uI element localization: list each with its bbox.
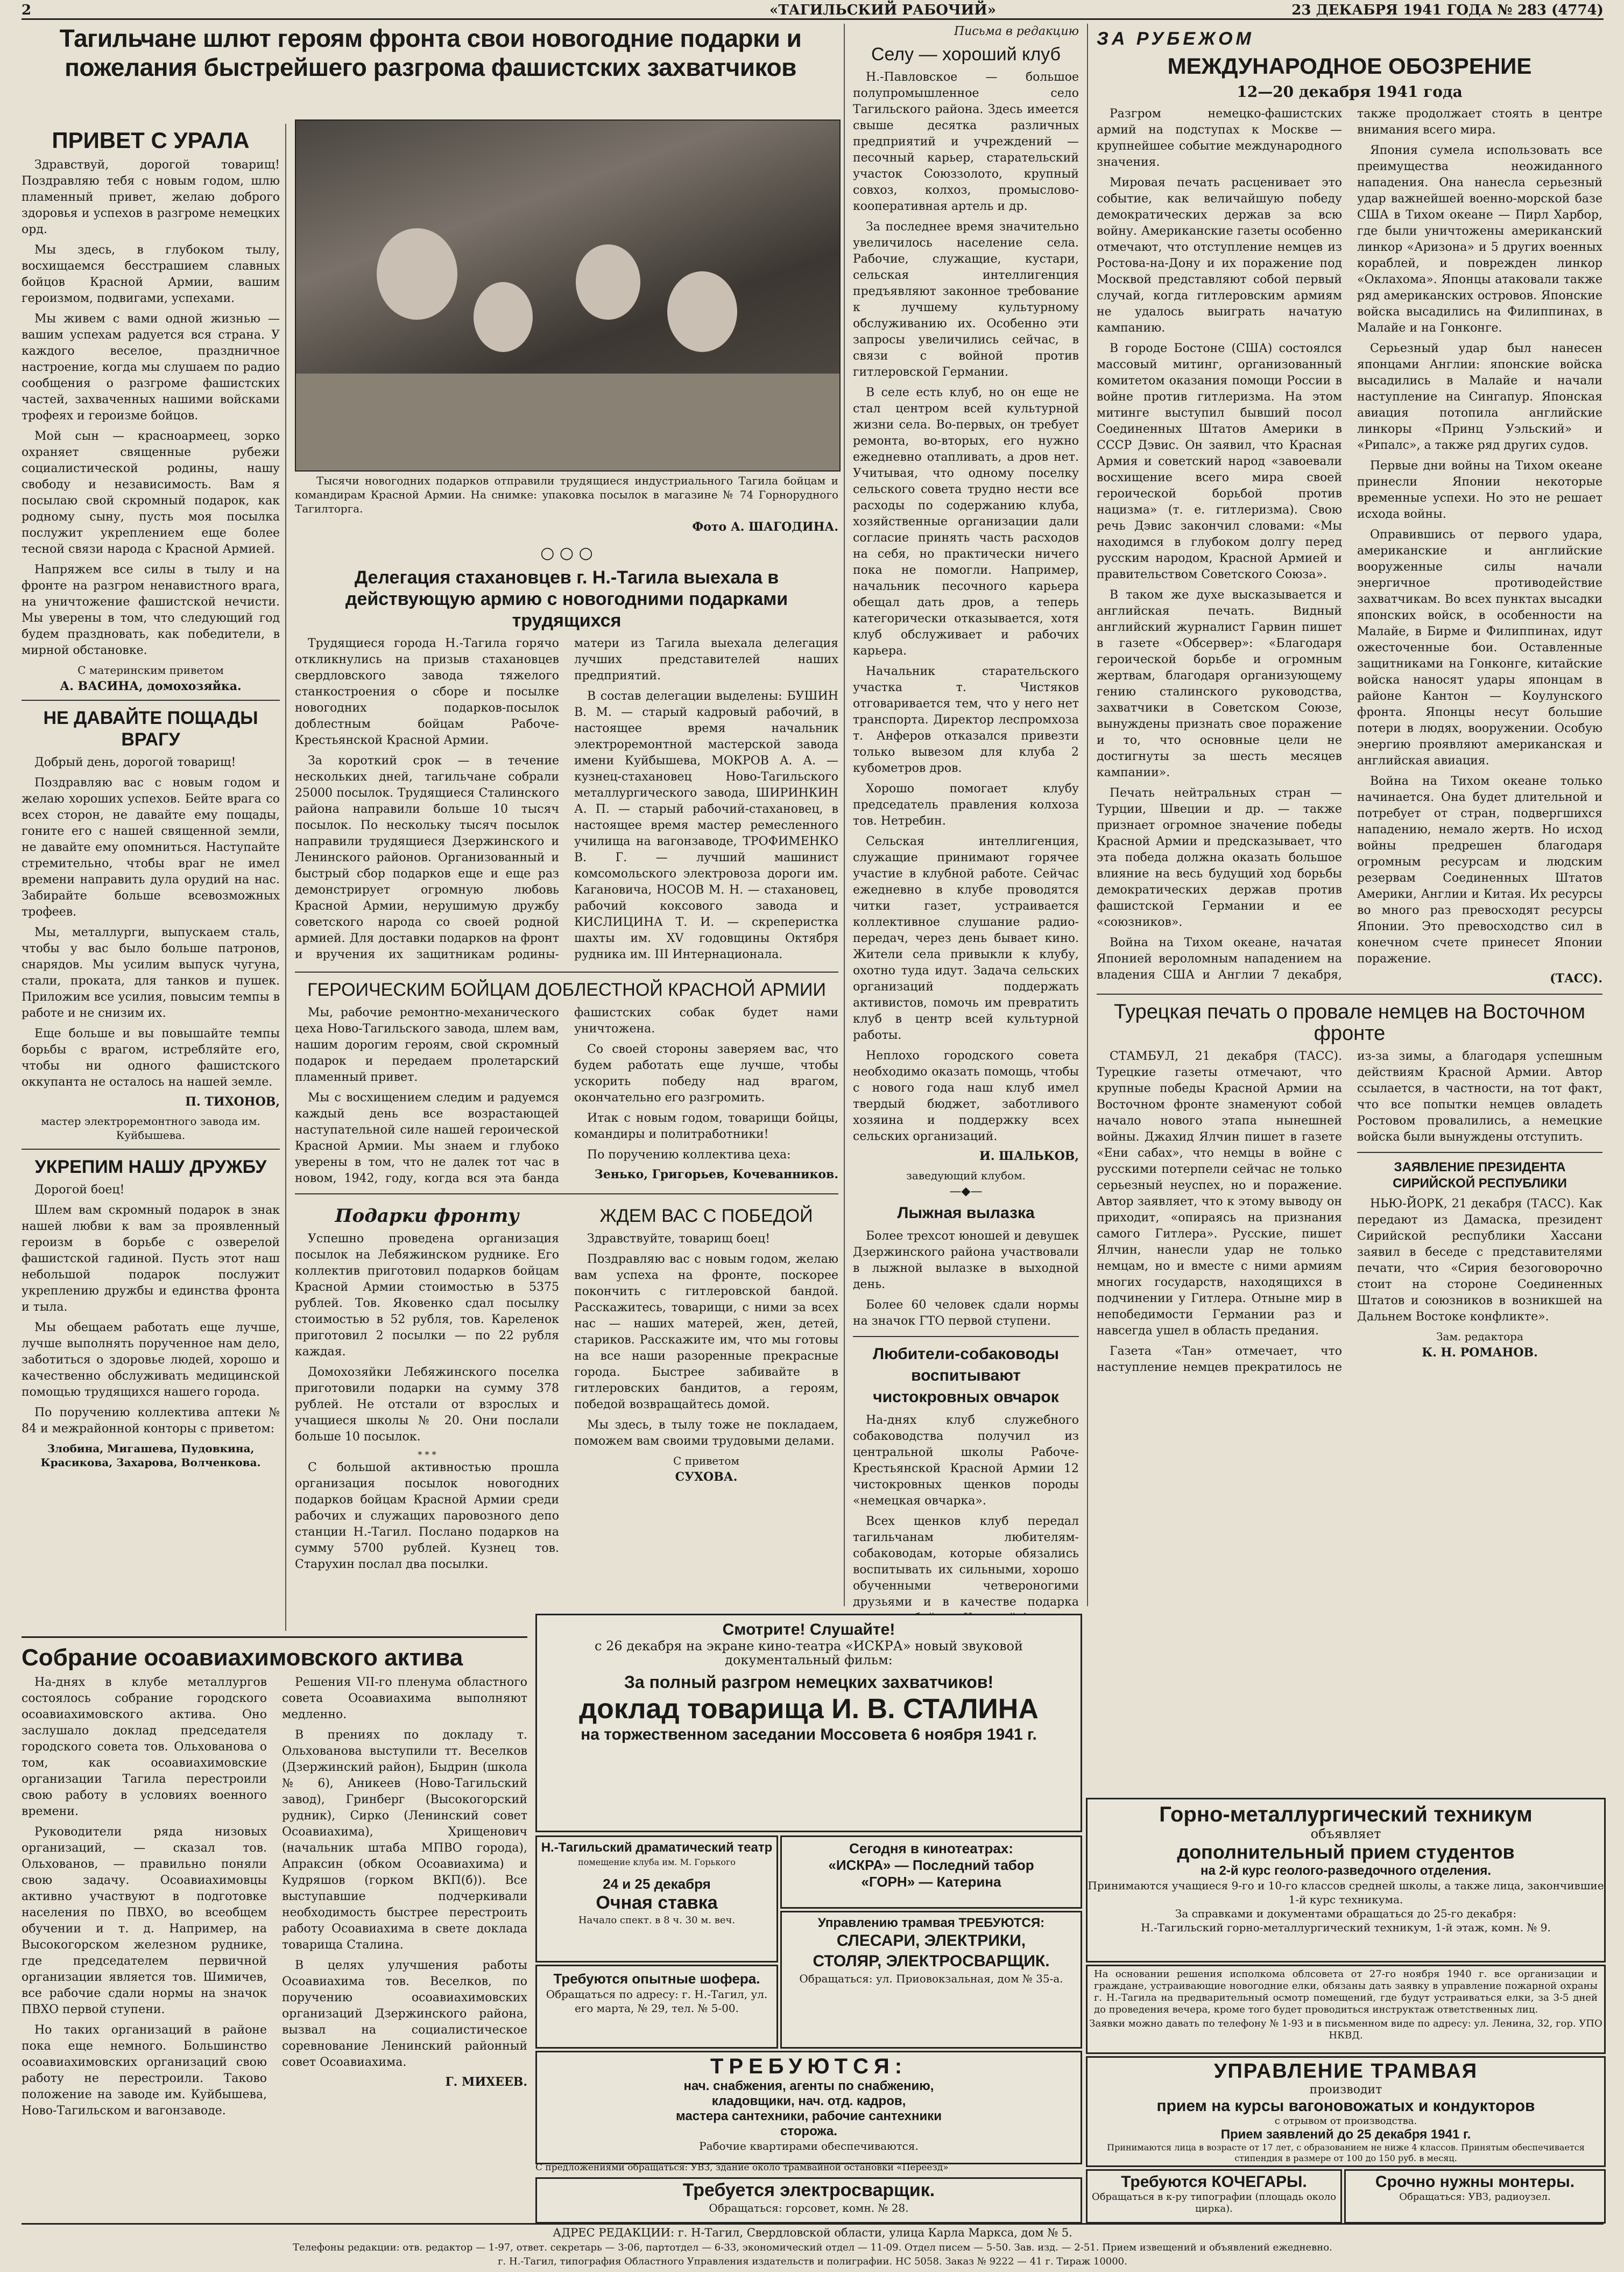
- delegation-text: [295, 636, 838, 965]
- ad-cinemas: [780, 1835, 1082, 1909]
- ad-line: кладовщики, нач. отд. кадров,: [711, 2094, 906, 2108]
- paragraph: В таком же духе высказывается и английская печать. Видный английский журналист Гарвин пишет в газете «Обсервер»: «Благодаря героической борьбе и огромным жертвам, благодаря организующему гению сталинского руководства, захватчики в Советском Союзе, вынуждены признать свое поражение и то, что основные цели не достигнуты за шесть месяцев кампании».: [1097, 588, 1342, 779]
- signature-role: заведующий клубом.: [906, 1169, 1026, 1182]
- ad-title: Управлению трамвая ТРЕБУЮТСЯ:: [817, 1916, 1045, 1930]
- paragraph: Напряжем все силы в тылу и на фронте на разгром ненавистного врага, на уничтожение фашистской нечисти. Мы уверены в том, что следующий год будем праздновать, как победители, в мирной обстановке.: [22, 563, 280, 657]
- newspaper-name: «ТАГИЛЬСКИЙ РАБОЧИЙ»: [769, 2, 996, 18]
- paragraph: Шлем вам скромный подарок в знак нашей любви к вам за проявленный героизм в борьбе с озверелой фашистской гадиной. Пусть этот наш небольшой подарок послужит укреплению дружбы и единства фронта и тыла.: [22, 1204, 280, 1314]
- ad-line: Принимаются учащиеся 9-го и 10-го классов средней школы, а также лица, закончившие 1-й курс техникума.: [1088, 1879, 1604, 1906]
- subhead-delegation: Делегация стахановцев г. Н.-Тагила выехала в действующую армию с новогодними подарками трудящихся: [345, 567, 788, 631]
- review-dates: 12—20 декабря 1941 года: [1237, 83, 1463, 101]
- ad-line: С предложениями обращаться: УВЗ, здание около трамвайной остановки «Переезд»: [535, 2162, 949, 2173]
- signature: Г. МИХЕЕВ.: [445, 2075, 527, 2089]
- heroes-text: [295, 1005, 838, 1187]
- greeting: С приветом: [673, 1454, 739, 1467]
- article-title-tureckaya: Турецкая печать о провале немцев на Восточном фронте: [1114, 1001, 1585, 1045]
- ad-address: Обращаться по адресу: г. Н.-Тагил, ул. его марта, № 29, тел. № 5-00.: [546, 1988, 768, 2015]
- ad-line: «ГОРН» — Катерина: [861, 1874, 1001, 1890]
- ad-address: Заявки можно давать по телефону № 1-93 и в письменном виде по адресу: ул. Ленина, 32, гор. УПО НКВД.: [1089, 2018, 1602, 2041]
- paragraph: Еще больше и вы повышайте темпы борьбы с врагом, истребляйте его, чтобы ни одного фашистского оккупанта не осталось на нашей земле.: [22, 1027, 280, 1089]
- paragraph: Первые дни войны на Тихом океане принесли Японии некоторые временные успехи. Но это не решает исхода войны.: [1357, 459, 1602, 521]
- paragraph: В городе Бостоне (США) состоялся массовый митинг, организованный комитетом оказания помощи России в войне против гитлеризма. На этом митинге выступил бывший посол Соединенных Штатов Америки в СССР Дэвис. Он заявил, что Красная Армия и советский народ «завоевали восхищение всего мира своей героической борьбой против нацизма» (т. е. гитлеризма). Свою речь Дэвис закончил словами: «Мы находимся в глубоком долгу перед русским народом, Красной Армией и правительством Советского Союза».: [1097, 342, 1342, 581]
- article-title-geroicheskim: ГЕРОИЧЕСКИМ БОЙЦАМ ДОБЛЕСТНОЙ КРАСНОЙ АРМИИ: [307, 980, 826, 1000]
- ad-technikum: [1086, 1798, 1606, 1962]
- divider: [295, 1193, 838, 1194]
- photo-credit: Фото А. ШАГОДИНА.: [692, 520, 838, 534]
- footer-phones: Телефоны редакции: отв. редактор — 1-97, ответ. секретарь — 3-06, партотдел — 6-33, экономический отдел — 11-09. Отдел писем — 5-50. Зав. изд. — 2-51. Прием извещений и объявлений ежедневно.: [293, 2242, 1332, 2253]
- page-footer: [22, 2223, 1604, 2269]
- paragraph: Хорошо помогает клубу председатель правления колхоза тов. Нетребин.: [853, 782, 1079, 828]
- column-rule: [285, 124, 286, 1631]
- ad-drivers: [535, 1965, 778, 2049]
- ad-electricians: [1344, 2169, 1606, 2224]
- article-title-privet: ПРИВЕТ С УРАЛА: [52, 128, 250, 153]
- ad-stokers: [1086, 2169, 1342, 2224]
- photo-figure: [667, 271, 737, 352]
- paragraph: Н.-Павловское — большое полупромышленное село Тагильского района. Здесь имеется свыше десятка различных предприятий и учреждений — песочный карьер, старательский участок Союззолото, крупный совхоз, колхоз, промыслово-кооперативная артель и др.: [853, 71, 1079, 213]
- ad-line: Принимаются лица в возрасте от 17 лет, с образованием не ниже 4 классов. Принятым обеспечивается стипендия в размере от 100 до 150 руб. в месяц.: [1107, 2142, 1585, 2163]
- paragraph: За короткий срок — в течение нескольких дней, тагильчане собрали 25000 посылок. Трудящиеся Сталинского района направили больше 10 тысяч посылок. По нескольку тысяч посылок направили трудящиеся Дзержинского и Ленинского районов. Организованный и быстрый сбор подарков еще и еще раз демонстрирует огромную любовь Красной Армии, нерушимую дружбу советского народа со своей родной армией. Для доставки подарков на фронт и вручения их защитникам родины-матери из Тагила выехала делегация лучших представителей наших предприятий.: [295, 637, 838, 961]
- ad-line: «ИСКРА» — Последний табор: [828, 1857, 1034, 1873]
- page-number: 2: [22, 2, 32, 18]
- ad-line: с 26 декабря на экране кино-театра «ИСКРА» новый звуковой документальный фильм:: [595, 1638, 1023, 1668]
- paragraph: Война на Тихом океане только начинается. Она будет длительной и потребует от стран, подвергшихся нападению, немало жертв. Но исход войны предрешен благодаря огромным ресурсам и людским резервам Соединенных Штатов Америки, Англии и Китая. Их ресурсы во много раз превосходят ресурсы Японии. Это превосходство сил в конечном счете принесет Японии поражение.: [1357, 775, 1602, 966]
- ad-play: Очная ставка: [596, 1893, 718, 1913]
- photo-figure: [377, 228, 457, 320]
- issue-date: 23 ДЕКАБРЯ 1941 ГОДА № 283 (4774): [1291, 2, 1604, 18]
- column-rule: [844, 24, 845, 1606]
- ad-line: мастера сантехники, рабочие сантехники: [675, 2109, 942, 2123]
- ad-main: За полный разгром немецких захватчиков!: [624, 1672, 994, 1692]
- podarki-article: [295, 1201, 559, 1577]
- ad-title: Требуется электросварщик.: [682, 2180, 935, 2200]
- paragraph: Война на Тихом океане, начатая Японией вероломным нападением на владения США и Англии 7 декабря, также продолжает стоять в центре внимания всего мира.: [1097, 107, 1602, 982]
- ad-line: производит: [1309, 2083, 1382, 2097]
- paragraph: Разгром немецко-фашистских армий на подступах к Москве — крупнейшее событие международного значения.: [1097, 107, 1342, 169]
- ad-title: ТРЕБУЮТСЯ:: [710, 2055, 908, 2078]
- ad-address: Обращаться в к-ру типографии (площадь около цирка).: [1091, 2191, 1337, 2214]
- osoaviakhim-text: [22, 1675, 527, 2119]
- ad-title: УПРАВЛЕНИЕ ТРАМВАЯ: [1213, 2060, 1478, 2083]
- paragraph: Мы живем с вами одной жизнью — вашим успехам радуется вся страна. У каждого веселое, праздничное настроение, когда мы слушаем по радио сообщения о разгроме фашистских частей, захваченных нашими войсками трофеях и героизме бойцов.: [22, 312, 280, 423]
- ad-main: прием на курсы вагоновожатых и кондукторов: [1156, 2097, 1535, 2115]
- photo-figure: [474, 282, 533, 352]
- paragraph: Мы здесь, в глубоком тылу, восхищаемся бесстрашием славных бойцов Красной Армии, вашим героизмом, подвигами, успехами.: [22, 243, 280, 305]
- photo-gift-packing: [295, 119, 841, 472]
- ad-line: с отрывом от производства.: [1274, 2115, 1417, 2127]
- photo-figure: [576, 244, 640, 320]
- kicker-za-rubezhom: ЗА РУБЕЖОМ: [1097, 29, 1254, 49]
- column-rule: [1087, 24, 1088, 1606]
- lower-row: [295, 1201, 838, 1577]
- article-title-selu: Селу — хороший клуб: [871, 44, 1061, 65]
- osoaviakhim-article: [22, 1636, 527, 2219]
- ad-line: Рабочие квартирами обеспечиваются.: [699, 2140, 919, 2153]
- greeting: С материнским приветом: [77, 664, 224, 677]
- paragraph: Мой сын — красноармеец, зорко охраняет священные рубежи социалистической родины, нашу свободу и независимость. Вам я посылаю свой скромный подарок, как родному сыну, пусть моя посылка послужит укреплением еще более тесной связи народа с Красной Армией.: [22, 430, 280, 556]
- ad-title: Н.-Тагильский драматический театр: [541, 1840, 773, 1855]
- paragraph: Дорогой боец!: [34, 1183, 125, 1197]
- page-header: [22, 2, 1604, 20]
- column-4: [1097, 24, 1602, 1795]
- ad-title: Требуются опытные шофера.: [553, 1971, 760, 1987]
- stars: * * *: [418, 1450, 436, 1460]
- ad-theatre: [535, 1835, 778, 1962]
- photo-caption-block: [295, 474, 838, 538]
- paragraph: По поручению коллектива цеха:: [587, 1148, 791, 1162]
- ad-address: Обращаться: ул. Приовокзальная, дом № 35-а.: [799, 1972, 1063, 1985]
- footer-address: АДРЕС РЕДАКЦИИ: г. Н-Тагил, Свердловской области, улица Карла Маркса, дом № 5.: [553, 2226, 1072, 2239]
- paragraph: Мы здесь, в тылу тоже не покладаем, поможем вам своими трудовыми делами.: [574, 1418, 838, 1448]
- zhdem-article: [574, 1201, 838, 1577]
- signature: П. ТИХОНОВ,: [185, 1095, 280, 1109]
- article-title-lyzhnaya: Лыжная вылазка: [897, 1204, 1035, 1222]
- ad-title: Срочно нужны монтеры.: [1375, 2173, 1575, 2191]
- article-title-sobakovody: Любители-собаководы воспитывают чистокровных овчарок: [873, 1345, 1059, 1406]
- signatories: Зенько, Григорьев, Кочеванников.: [594, 1167, 838, 1181]
- ad-main: дополнительный прием студентов: [1177, 1841, 1515, 1863]
- paragraph: Но таких организаций в районе пока еще немного. Большинство осоавиахимовских организаций свою работу не перестроили. Таково положение на заводе им. Куйбышева, Ново-Тагильском и вагонзаводе.: [22, 2023, 267, 2118]
- paragraph: Более трехсот юношей и девушек Дзержинского района участвовали в лыжной вылазке в выходной день.: [853, 1229, 1079, 1291]
- ad-line: объявляет: [1310, 1826, 1381, 1841]
- paragraph: Успешно проведена организация посылок на Лебяжинском руднике. Его коллектив приготовил подарков бойцам Красной Армии стоимостью в 5375 рублей. Тов. Яковенко сдал посылку стоимостью в 52 рубля, тов. Кареленок приготовил 2 посылки — по 22 рубля каждая.: [295, 1232, 559, 1359]
- paragraph: На-днях в клубе металлургов состоялось собрание городского осоавиахимовского актива. Оно заслушало доклад председателя городского совета тов. Ольхованова о том, как осоавиахимовские организации Тагила перестроили свою работу в условиях военного времени.: [22, 1676, 267, 1818]
- ad-stalin-film: [535, 1614, 1082, 1832]
- ad-tram-courses: [1086, 2056, 1606, 2167]
- ad-trebuyutsya-note: [535, 2162, 1079, 2176]
- paragraph: Начальник старательского участка т. Чистяков отговаривается тем, что у него нет транспорта. Директор леспромхоза т. Анферов отказался привезти только вывезом для клуба 2 кубометров дров.: [853, 665, 1079, 775]
- column-1: [22, 124, 280, 1631]
- ad-trebuyutsya: [535, 2051, 1082, 2164]
- ornament: ○ ○ ○: [540, 544, 593, 562]
- review-text: [1097, 106, 1602, 987]
- ad-kicker: Смотрите! Слушайте!: [722, 1621, 895, 1638]
- ad-list: СЛЕСАРИ, ЭЛЕКТРИКИ, СТОЛЯР, ЭЛЕКТРОСВАРЩИК.: [813, 1932, 1050, 1970]
- signature: А. ВАСИНА, домохозяйка.: [60, 679, 242, 693]
- paragraph: Мы, рабочие ремонтно-механического цеха Ново-Тагильского завода, шлем вам, нашим дорогим героям, свой скромный подарок и передаем пролетарский пламенный привет.: [295, 1006, 559, 1084]
- ad-sub: на торжественном заседании Моссовета 6 ноября 1941 г.: [581, 1726, 1037, 1743]
- ad-dates: 24 и 25 декабря: [603, 1876, 711, 1892]
- divider: [1357, 1152, 1602, 1153]
- paragraph: Трудящиеся города Н.-Тагила горячо откликнулись на призыв стахановцев свердловского завода тяжелого станкостроения о сборе и посылке новогодних подарков-посылок доблестным бойцам Рабоче-Крестьянской Красной Армии.: [295, 637, 559, 747]
- paragraph: Поздравляю вас с новым годом и желаю хороших успехов. Бейте врага со всех сторон, не давайте ему пощады, гоните его с нашей священной земли, не давайте ему опомниться. Наступайте стремительно, чтобы враг не имел времени направить дула орудий на нас. Забирайте больше всевозможных трофеев.: [22, 776, 280, 919]
- paragraph: Мы обещаем работать еще лучше, лучше выполнять порученное нам дело, заботиться о здоровье людей, хорошо и качественно обслуживать медицинской помощью трудящихся нашего города.: [22, 1321, 280, 1399]
- paragraph: Печать нейтральных стран — Турции, Швеции и др. — также признает огромное значение победы Красной Армии и предсказывает, что эта победа должна оказать большое влияние на весь будущий ход борьбы демократических держав против фашистской Германии и ее «союзников».: [1097, 786, 1342, 929]
- divider: [22, 700, 280, 701]
- paragraph: По поручению коллектива аптеки № 84 и межрайонной конторы с приветом:: [22, 1406, 280, 1436]
- ad-title: Горно-металлургический техникум: [1159, 1803, 1533, 1826]
- ad-time: Начало спект. в 8 ч. 30 м. веч.: [578, 1915, 736, 1926]
- signatories: Злобина, Мигашева, Пудовкина, Красикова, Захарова, Волченкова.: [40, 1442, 261, 1469]
- divider: [853, 1336, 1079, 1337]
- ad-line: Прием заявлений до 25 декабря 1941 г.: [1220, 2127, 1471, 2142]
- article-title-obozrenie: МЕЖДУНАРОДНОЕ ОБОЗРЕНИЕ: [1167, 53, 1532, 79]
- divider: [22, 1149, 280, 1150]
- paragraph: Всех щенков клуб передал тагильчанам любителям-собаководам, которые обязались воспитывать их сильными, хорошо обученными четвероногими друзьями и в качестве подарка: [853, 1515, 1079, 1609]
- paragraph: Поздравляю вас с новым годом, желаю вам успеха на фронте, поскорее покончить с гитлеровской бандой. Расскажитесь, товарищи, с ними за всех нас — наших матерей, жен, детей, стариков. Расскажите им, что мы готовы на все наши разоренные прекрасные города. Быстрее забивайте в гитлеровских бандитов, а героям, победой возвращайтесь домой.: [574, 1253, 838, 1411]
- paragraph: На-днях клуб служебного собаководства получил из центральной школы Рабоче-Крестьянской Красной Армии 12 чистокровных щенков породы «немецкая овчарка».: [853, 1413, 1079, 1508]
- photo-counter: [296, 374, 839, 470]
- divider: [295, 972, 838, 973]
- ornament: —◆—: [949, 1185, 983, 1198]
- divider: [1097, 994, 1602, 995]
- ad-address: Обращаться: УВЗ, радиоузел.: [1399, 2191, 1551, 2203]
- paragraph: Мы, металлурги, выпускаем сталь, чтобы у вас было больше патронов, снарядов. Мы усилим выпуск чугуна, стали, проката, для танков и пушек. Приложим все усилия, повысим темпы в работе и не снизим их.: [22, 926, 280, 1020]
- paragraph: С большой активностью прошла организация посылок новогодних подарков бойцам Красной Армии среди рабочих и служащих паровозного депо станции Н.-Тагил. Послано подарков на сумму 5700 рублей. Кузнец тов. Старухин послал два посылки.: [295, 1461, 559, 1571]
- paragraph: Решения VII-го пленума областного совета Осоавиахима выполняют медленно.: [282, 1676, 527, 1721]
- paragraph: Оправившись от первого удара, американские и английские вооруженные силы начали энергичное противодействие захватчикам. Во всех пунктах высадки японских войск, в особенности на Малайе, в Бирме и Филиппинах, идут ожесточенные бои. Оставленные защитниками на Гонконге, китайские войска наносят удары японцам в районе Кантон — Коулунского фронта. Японцы несут большие потери в людях, вооружении. Особую энергию проявляют американская и английская авиация.: [1357, 528, 1602, 768]
- ad-address: Обращаться: горсовет, комн. № 28.: [709, 2201, 909, 2214]
- paragraph: СТАМБУЛ, 21 декабря (ТАСС). Турецкие газеты отмечают, что крупные победы Красной Армии на Восточном фронте знаменуют собой начало нового этапа нынешней войны. Джахид Ялчин пишет в газете «Ени сабах», что немцы в войне с русскими потерпели сейчас не только серьезный неуспех, но и поражение. Автор заявляет, что к этому выводу он приходит, «опираясь на признания самого Гитлера». Русские, пишет Ялчин, нанесли удар не только немцам, но и вместе с ними армиям многих государств, находящихся в подчинении у Гитлера. Отныне мир в непобедимости Германии раз и навсегда ушел в область предания.: [1097, 1050, 1342, 1338]
- paragraph: Добрый день, дорогой товарищ!: [34, 756, 236, 769]
- ad-line: на 2-й курс геолого-разведочного отделения.: [1200, 1863, 1491, 1878]
- turkish-text: [1097, 1049, 1602, 1376]
- paragraph: Итак с новым годом, товарищи бойцы, командиры и политработники!: [574, 1112, 838, 1141]
- paragraph: Серьезный удар был нанесен японцами Англии: японские войска высадились в Малайе и начали наступление на Сингапур. Японская авиация потопила английские линкоры «Принц Уэльский» и «Рипалс», а также ряд других судов.: [1357, 342, 1602, 452]
- article-title-podarki: Подарки фронту: [335, 1205, 519, 1227]
- ad-line: сторожа.: [780, 2124, 837, 2139]
- main-headline-block: [22, 24, 839, 115]
- paragraph: Здравствуйте, товарищ боец!: [587, 1232, 771, 1246]
- article-title-ukrepim: УКРЕПИМ НАШУ ДРУЖБУ: [34, 1157, 267, 1177]
- paragraph: Япония сумела использовать все преимущества неожиданного нападения. Она нанесла серьезный удар важнейшей военно-морской базе США в Тихом океане — Пирл Харбор, где были уничтожены американский линкор «Аризона» и 5 других военных кораблей, и поврежден линкор «Оклахома». Японцы атаковали также ряд американских островов. Японские войска высадились на Филиппинах, в Малайе и на Гонконге.: [1357, 144, 1602, 335]
- paragraph: Руководители ряда низовых организаций, — сказал тов. Ольхованов, — правильно поняли свою задачу. Осоавиахимовцы активно участвуют в подготовке населения по ПВХО, во всеобщем обучении и т. д. Например, на Высокогорском железном руднике, где председателем первичной организации является тов. Шимичев, все рабочие сдали нормы на значок ПВХО первой ступени.: [22, 1825, 267, 2016]
- tass-credit: (ТАСС).: [1550, 972, 1602, 986]
- main-headline: Тагильчане шлют героям фронта свои новогодние подарки и пожелания быстрейшего разгрома фашистских захватчиков: [59, 24, 802, 81]
- editor-name: К. Н. РОМАНОВ.: [1422, 1346, 1538, 1360]
- ad-line: Н.-Тагильский горно-металлургический техникум, 1-й этаж, комн. № 9.: [1141, 1921, 1551, 1934]
- paragraph: В селе есть клуб, но он еще не стал центром всей культурной жизни села. Во-первых, он требует ремонта, во-вторых, его нужно ежедневно отапливать, а дров нет. Учитывая, что одному поселку сельского совета трудно нести все расходы по содержанию клуба, хозяйственные организации дали согласие принять часть расходов на себя, но практически ничего пока не помогли. Например, начальник песочного карьера обещал дать дров, а теперь категорически отказывается, хотя клуб обслуживает и рабочих карьера.: [853, 386, 1079, 658]
- ad-place: помещение клуба им. М. Горького: [578, 1857, 736, 1867]
- article-title-ne-davaite: НЕ ДАВАЙТЕ ПОЩАДЫ ВРАГУ: [43, 708, 258, 750]
- paragraph: Сельская интеллигенция, служащие принимают горячее участие в клубной работе. Сейчас ежедневно в клубе проводятся читки газет, устраивается коллективное слушание радио-передач, через день бывает кино. Жители села привыкли к клубу, охотно туда идут. Задача сельских организаций поддержать активистов, помочь им превратить клуб в центр всей культурной работы.: [853, 835, 1079, 1042]
- ad-tram-workers: [780, 1911, 1082, 2049]
- column-3: [853, 24, 1079, 1609]
- paragraph: Более 60 человек сдали нормы на значок ГТО первой ступени.: [853, 1298, 1079, 1328]
- photo-caption: Тысячи новогодних подарков отправили трудящиеся индустриального Тагила бойцам и командирам Красной Армии. На снимке: упаковка посылок в магазине № 74 Горнорудного Тагилторга.: [295, 474, 838, 515]
- footer-print-info: г. Н.-Тагил, типография Областного Управления издательств и полиграфии. НС 5058. Заказ № 9222 — 41 г. Тираж 10000.: [498, 2256, 1127, 2267]
- editor-label: Зам. редактора: [1436, 1330, 1523, 1343]
- paragraph: Мировая печать расценивает это событие, как величайшую победу демократических держав за всю войну. Американские газеты особенно отмечают, что отступление немцев из Ростова-на-Дону и их поражение под Москвой представляют собой первый случай, когда гитлеровским армиям не удалось выиграть начатую кампанию.: [1097, 176, 1342, 335]
- signature: СУХОВА.: [675, 1470, 738, 1484]
- ad-welder: [535, 2177, 1082, 2224]
- paragraph: В прениях по докладу т. Ольхованова выступили тт. Веселков (Дзержинский район), Быдрин (школа № 6), Аникеев (Ново-Тагильский завод), Гринберг (Высокогорский рудник), Сирко (Ленинский совет Осоавиахима), Хрищенович (начальник штаба МПВО города), Апраксин (обком Осоавиахима) и Кудряшов (горком ВКП(б)). Все выступавшие подчеркивали необходимость быстрее перестроить работу Осоавиахима в свете доклада товарища Сталина.: [282, 1728, 527, 1952]
- paragraph: НЬЮ-ЙОРК, 21 декабря (ТАСС). Как передают из Дамаска, президент Сирийской республики Хассани заявил в беседе с представителями печати, что «Сирия безоговорочно стоит на стороне Соединенных Штатов и союзников в возникшей на Дальнем Востоке конфликте».: [1357, 1197, 1602, 1324]
- ad-title: Требуются КОЧЕГАРЫ.: [1121, 2173, 1307, 2191]
- paragraph: Мы с восхищением следим и радуемся каждый день все возрастающей наступательной силе нашей героической Красной Армии. Мы знаем и глубоко уверены в том, что не далек тот час в новом, 1942, году, когда вся эта банда фашистских собак будет нами уничтожена.: [295, 1006, 838, 1185]
- paragraph: В целях улучшения работы Осоавиахима тов. Веселков, по поручению осоавиахимовских организаций Дзержинского района, вызвал на социалистическое соревнование Ленинский районный совет Осоавиахима.: [282, 1959, 527, 2069]
- kicker: Письма в редакцию: [954, 25, 1079, 38]
- paragraph: Со своей стороны заверяем вас, что будем работать еще лучше, чтобы ускорить победу над врагом, окончательно его разгромить.: [574, 1043, 838, 1105]
- paragraph: Домохозяйки Лебяжинского поселка приготовили подарки на сумму 378 рублей. Не отстали от взрослых и учащиеся школы № 20. Они послали больше 10 посылок.: [295, 1366, 559, 1444]
- paragraph: В состав делегации выделены: БУШИН В. М. — старый кадровый рабочий, в настоящее время начальник электроремонтной мастерской завода имени Куйбышева, МОКРОВ А. А. — кузнец-стахановец Ново-Тагильского металлургического завода, ШИРИНКИН А. П. — старый рабочий-стахановец, в настоящее время мастер ремесленного училища на вагонзаводе, ТРОФИМЕНКО В. Г. — лучший машинист комсомольского электровоза дороги им. Кагановича, НОСОВ М. Н. — стахановец, рабочий коксового завода и КИСЛИЦИНА Т. И. — скреперистка шахты им. XV годовщины Октября рудника им. III Интернационала.: [574, 690, 838, 961]
- paragraph: Неплохо городского совета необходимо оказать помощь, чтобы с нового года наш клуб имел твердый бюджет, заботливого хозяина и поддержку всех сельских организаций.: [853, 1049, 1079, 1143]
- paragraph: За последнее время значительно увеличилось население села. Рабочие, служащие, кустари, сельская интеллигенция предъявляют законное требование к лучшему культурному обслуживанию их. Особенно эти запросы увеличились сейчас, в связи с войной против гитлеровской Германии.: [853, 220, 1079, 379]
- ad-line: нач. снабжения, агенты по снабжению,: [683, 2079, 934, 2093]
- signature: И. ШАЛЬКОВ,: [979, 1149, 1079, 1163]
- ad-big: доклад товарища И. В. СТАЛИНА: [579, 1693, 1039, 1725]
- ad-text: На основании решения исполкома облсовета от 27-го ноября 1940 г. все организации и граждане, устраивающие новогодние елки, обязаны дать заявку в управление пожарной охраны г. Н.-Тагила на предварительный осмотр помещений, где будут устраиваться елки, за 3-5 дней до проведения вечера, кроме того будет проводиться инструктаж ответственных лиц.: [1094, 1968, 1598, 2015]
- signature-role: мастер электроремонтного завода им. Куйбышева.: [41, 1115, 260, 1142]
- article-title-sobranie: Собрание осоавиахимовского актива: [22, 1644, 463, 1671]
- article-title-siria: ЗАЯВЛЕНИЕ ПРЕЗИДЕНТА СИРИЙСКОЙ РЕСПУБЛИКИ: [1393, 1160, 1567, 1191]
- article-title-zhdem: ЖДЕМ ВАС С ПОБЕДОЙ: [599, 1206, 813, 1226]
- ad-title: Сегодня в кинотеатрах:: [849, 1840, 1013, 1856]
- ad-line: За справками и документами обращаться до 25-го декабря:: [1175, 1907, 1517, 1920]
- ad-fire-notice: [1086, 1965, 1606, 2054]
- paragraph: Здравствуй, дорогой товарищ! Поздравляю тебя с новым годом, шлю пламенный привет, желаю доброго здоровья и успехов в разгроме немецких орд.: [22, 158, 280, 236]
- paragraph: Газета «Тан» отмечает, что наступление немцев прекратилось не из-за зимы, а благодаря успешным действиям Красной Армии. Автор ссылается, в частности, на тот факт, что все попытки немцев овладеть Ростовом провалились, а немецкие войска были вынуждены отступить.: [1097, 1050, 1602, 1374]
